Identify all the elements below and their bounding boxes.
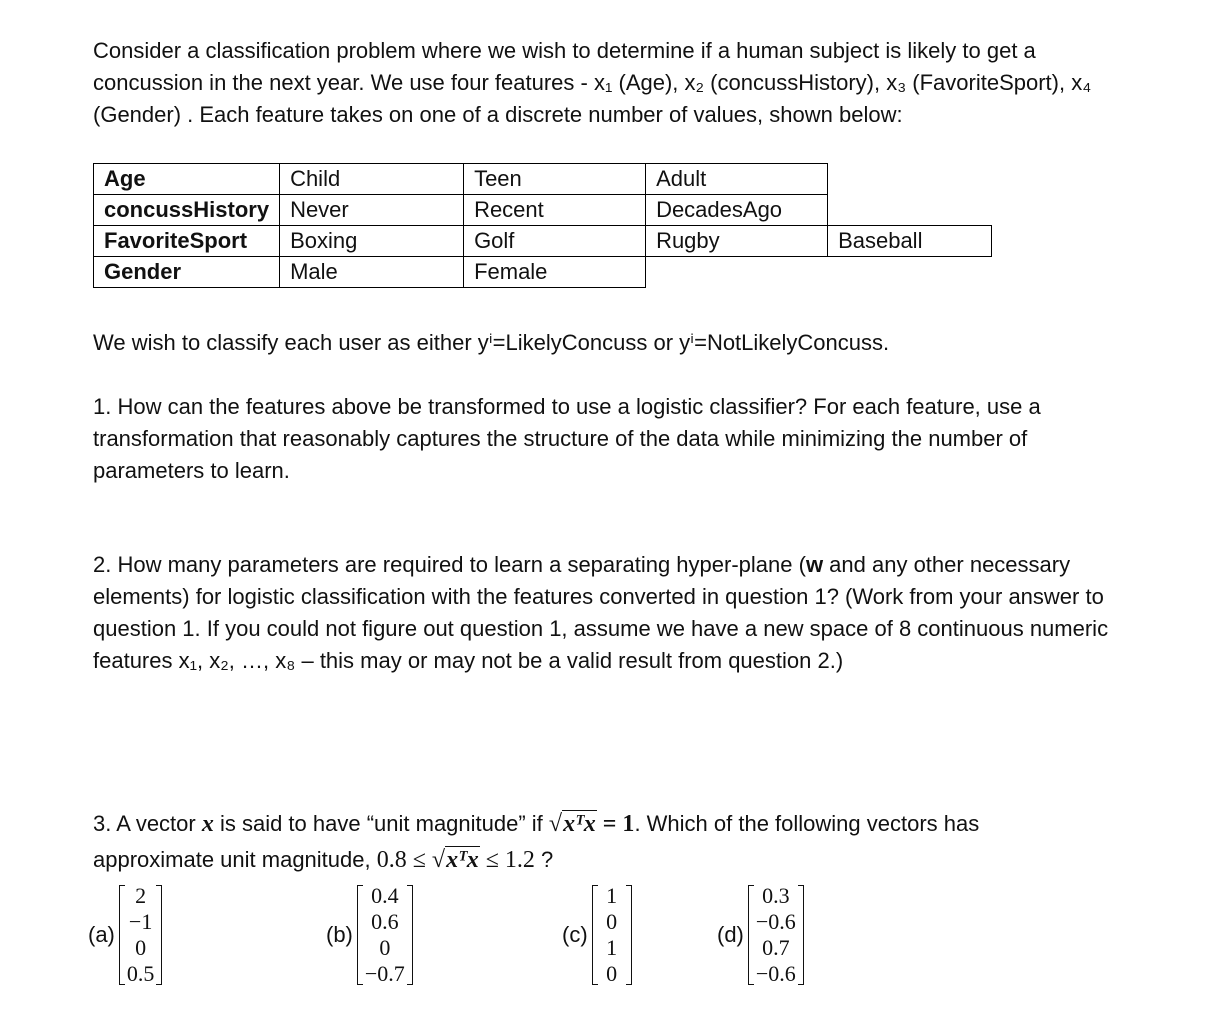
option-label: (a): [88, 922, 115, 947]
q3-high-bound: ≤ 1.2: [479, 847, 535, 873]
q3-equals-one: = 1: [596, 811, 635, 837]
matrix-entry: 0.6: [371, 909, 399, 934]
matrix-entry: 0.5: [126, 961, 155, 986]
option-b: [326, 875, 413, 995]
q3-low-bound: 0.8 ≤: [376, 847, 432, 873]
feature-name: concussHistory: [94, 195, 280, 226]
table-row: [94, 226, 992, 257]
vector-matrix: [119, 883, 163, 987]
matrix-entry: 1: [606, 883, 618, 908]
matrix-entry: 0: [606, 961, 618, 986]
q3-suffix: . Which of the following vectors has: [634, 811, 980, 836]
table-cell: Golf: [464, 226, 646, 257]
table-cell: Recent: [464, 195, 646, 226]
option-a: [88, 875, 162, 995]
table-cell: [828, 257, 992, 288]
matrix-entry: 1: [606, 935, 618, 960]
matrix-entry: 0.3: [762, 883, 790, 908]
table-cell: Male: [280, 257, 464, 288]
matrix-entry: 0.7: [762, 935, 790, 960]
feature-name: Gender: [94, 257, 280, 288]
vector-matrix: [357, 883, 413, 987]
feature-name: Age: [94, 164, 280, 195]
matrix-entry: 0: [135, 935, 147, 960]
option-label: (b): [326, 922, 353, 947]
matrix-entry: 0: [606, 909, 618, 934]
table-cell: DecadesAgo: [646, 195, 828, 226]
q3-line2-suffix: ?: [534, 847, 554, 872]
q3-prefix: 3. A vector: [93, 811, 202, 836]
q3-mid: is said to have “unit magnitude” if: [213, 811, 549, 836]
q3-sqrt-expr-2: xᵀx: [446, 847, 479, 873]
q2-text-start: 2. How many parameters are required to learn a separating hyper-plane (: [93, 552, 806, 577]
table-cell: Baseball: [828, 226, 992, 257]
table-cell: Rugby: [646, 226, 828, 257]
q2-bold-w: w: [805, 552, 824, 577]
classify-paragraph: We wish to classify each user as either yⁱ=LikelyConcuss or yⁱ=NotLikelyConcuss.: [93, 330, 890, 355]
q3-vector-x: x: [201, 811, 214, 837]
table-row: [94, 164, 992, 195]
table-cell: Female: [464, 257, 646, 288]
option-d: [717, 875, 804, 995]
table-cell: [646, 257, 828, 288]
intro-paragraph: Consider a classification problem where we wish to determine if a human subject is likely to get a concussion in the next year. We use four features - x₁ (Age), x₂ (concussHistory), x₃ (FavoriteSport), x₄ (Gender) . Each feature takes on one of a discrete number of values, shown below:: [93, 38, 1092, 127]
question-3-line1: [93, 808, 1153, 840]
option-label: (d): [717, 922, 744, 947]
question-3-line2: [93, 844, 553, 876]
feature-table: [93, 163, 992, 288]
vector-matrix: [592, 883, 632, 987]
table-cell: Child: [280, 164, 464, 195]
table-cell: Boxing: [280, 226, 464, 257]
sqrt-sign: √: [431, 847, 446, 873]
matrix-entry: −0.6: [755, 961, 796, 986]
q2-text-rest: and any other necessary elements) for logistic classification with the features converted in question 1? (Work from your answer to question 1. If you could not figure out question 1, assume we have a new space of 8 continuous numeric features x₁, x₂, …, x₈ – this may or may not be a valid result from question 2.): [93, 552, 1109, 673]
table-cell: Teen: [464, 164, 646, 195]
sqrt-sign: √: [548, 811, 563, 837]
matrix-entry: 2: [135, 883, 147, 908]
matrix-entry: −0.6: [755, 909, 796, 934]
table-cell: Never: [280, 195, 464, 226]
q3-line2-prefix: approximate unit magnitude,: [93, 847, 377, 872]
question-2: [93, 549, 1123, 677]
matrix-entry: 0: [379, 935, 391, 960]
table-cell: Adult: [646, 164, 828, 195]
matrix-entry: 0.4: [371, 883, 399, 908]
table-row: [94, 257, 992, 288]
table-cell: [828, 164, 992, 195]
table-cell: [828, 195, 992, 226]
vector-matrix: [748, 883, 804, 987]
question-1: 1. How can the features above be transformed to use a logistic classifier? For each feature, use a transformation that reasonably captures the structure of the data while minimizing the number of parameters to learn.: [93, 394, 1041, 483]
option-c: [562, 875, 632, 995]
table-row: [94, 195, 992, 226]
feature-name: FavoriteSport: [94, 226, 280, 257]
matrix-entry: −0.7: [364, 961, 405, 986]
matrix-entry: −1: [128, 909, 153, 934]
option-label: (c): [562, 922, 588, 947]
q3-sqrt-expr: xᵀx: [563, 811, 596, 837]
